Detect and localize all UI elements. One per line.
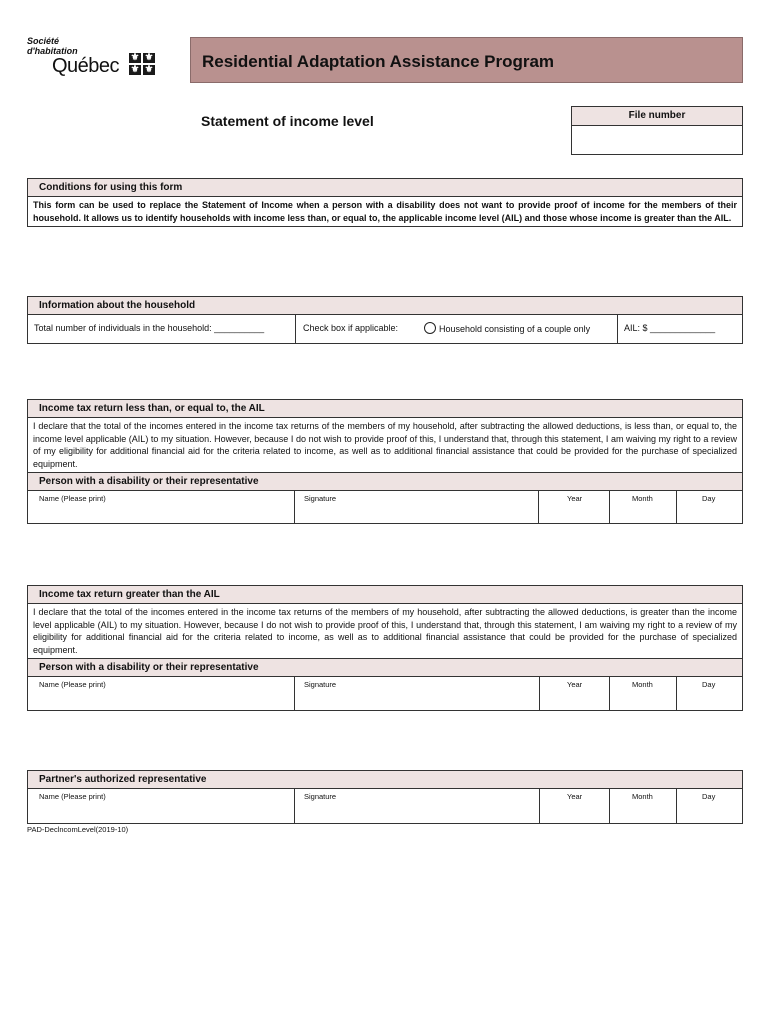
month-field[interactable]: Month: [632, 792, 653, 801]
partner-heading: Partner's authorized representative: [28, 771, 742, 789]
check-box-label: Check box if applicable:: [303, 323, 399, 333]
file-number-box: [571, 106, 743, 155]
less-than-heading: Income tax return less than, or equal to, the AIL: [28, 400, 742, 418]
greater-than-signature-row: [28, 677, 742, 710]
program-title: Residential Adaptation Assistance Program: [202, 52, 555, 71]
form-code: PAD-DeclncomLevel(2019-10): [27, 825, 129, 834]
quebec-flag-icon: ⚜ ⚜ ⚜ ⚜: [130, 52, 154, 75]
signature-field[interactable]: Signature: [304, 792, 337, 801]
greater-than-section: [27, 585, 743, 711]
conditions-text: This form can be used to replace the Statement of Income when a person with a disability does not want to provide proof of income for the members of their household. It allows us to identify households with income less than, or equal to, the applicable income level (AIL) and those whose income is greater than the AIL.: [33, 200, 737, 223]
less-than-signature-row: [28, 491, 742, 523]
logo-name: Québec: [52, 55, 120, 77]
year-field[interactable]: Year: [567, 680, 583, 689]
logo-line-1: Société: [27, 36, 60, 46]
name-field[interactable]: Name (Please print): [39, 792, 106, 801]
household-heading: Information about the household: [28, 297, 742, 315]
logo: [27, 36, 78, 56]
signature-field[interactable]: Signature: [304, 680, 337, 689]
month-field[interactable]: Month: [632, 494, 653, 503]
file-number-field[interactable]: [572, 126, 742, 155]
less-than-text: I declare that the total of the incomes entered in the income tax returns of the members of my household, after subtracting the allowed deductions, is less than, or equal to, the income level applicable (AIL) to my situation. However, because I do not wish to provide proof of this, I understand that, through this statement, I am waiving my right to a review of my eligibility for additional financial aid for the criteria related to income, as well as to additional financial assistance that could be provided for the purchase of specialized equipment.: [33, 421, 737, 469]
less-than-section: [27, 399, 743, 524]
year-field[interactable]: Year: [567, 494, 583, 503]
name-field[interactable]: Name (Please print): [39, 680, 106, 689]
household-section: [27, 296, 743, 344]
conditions-section: [27, 178, 743, 227]
greater-than-heading: Income tax return greater than the AIL: [28, 586, 742, 604]
signature-field[interactable]: Signature: [304, 494, 337, 503]
ail-field[interactable]: AIL: $ _____________: [624, 323, 716, 333]
couple-option: [420, 322, 590, 334]
couple-label: Household consisting of a couple only: [439, 324, 591, 334]
partner-section: [27, 770, 743, 824]
name-field[interactable]: Name (Please print): [39, 494, 106, 503]
month-field[interactable]: Month: [632, 680, 653, 689]
logo-line-2: d'habitation: [27, 46, 78, 56]
day-field[interactable]: Day: [702, 494, 716, 503]
year-field[interactable]: Year: [567, 792, 583, 801]
day-field[interactable]: Day: [702, 680, 716, 689]
conditions-heading: Conditions for using this form: [28, 179, 742, 197]
greater-than-person-heading: Person with a disability or their representative: [28, 658, 742, 677]
partner-signature-row: [28, 789, 742, 823]
household-row: [28, 315, 742, 343]
day-field[interactable]: Day: [702, 792, 716, 801]
total-individuals-field[interactable]: Total number of individuals in the household: __________: [34, 323, 265, 333]
greater-than-text: I declare that the total of the incomes entered in the income tax returns of the members of my household, after subtracting the allowed deductions, is greater than the income level applicable (AIL) to my situation. However, because I do not wish to provide proof of this, I understand that, through this statement, I am waiving my right to a review of my eligibility for additional financial aid for the criteria related to income, as well as to additional financial assistance that could be provided for the purchase of specialized equipment.: [33, 607, 737, 655]
header-band: [190, 37, 743, 83]
form-subtitle: Statement of income level: [201, 113, 374, 129]
file-number-label: File number: [572, 107, 742, 126]
less-than-person-heading: Person with a disability or their representative: [28, 472, 742, 491]
couple-radio[interactable]: [424, 322, 436, 334]
